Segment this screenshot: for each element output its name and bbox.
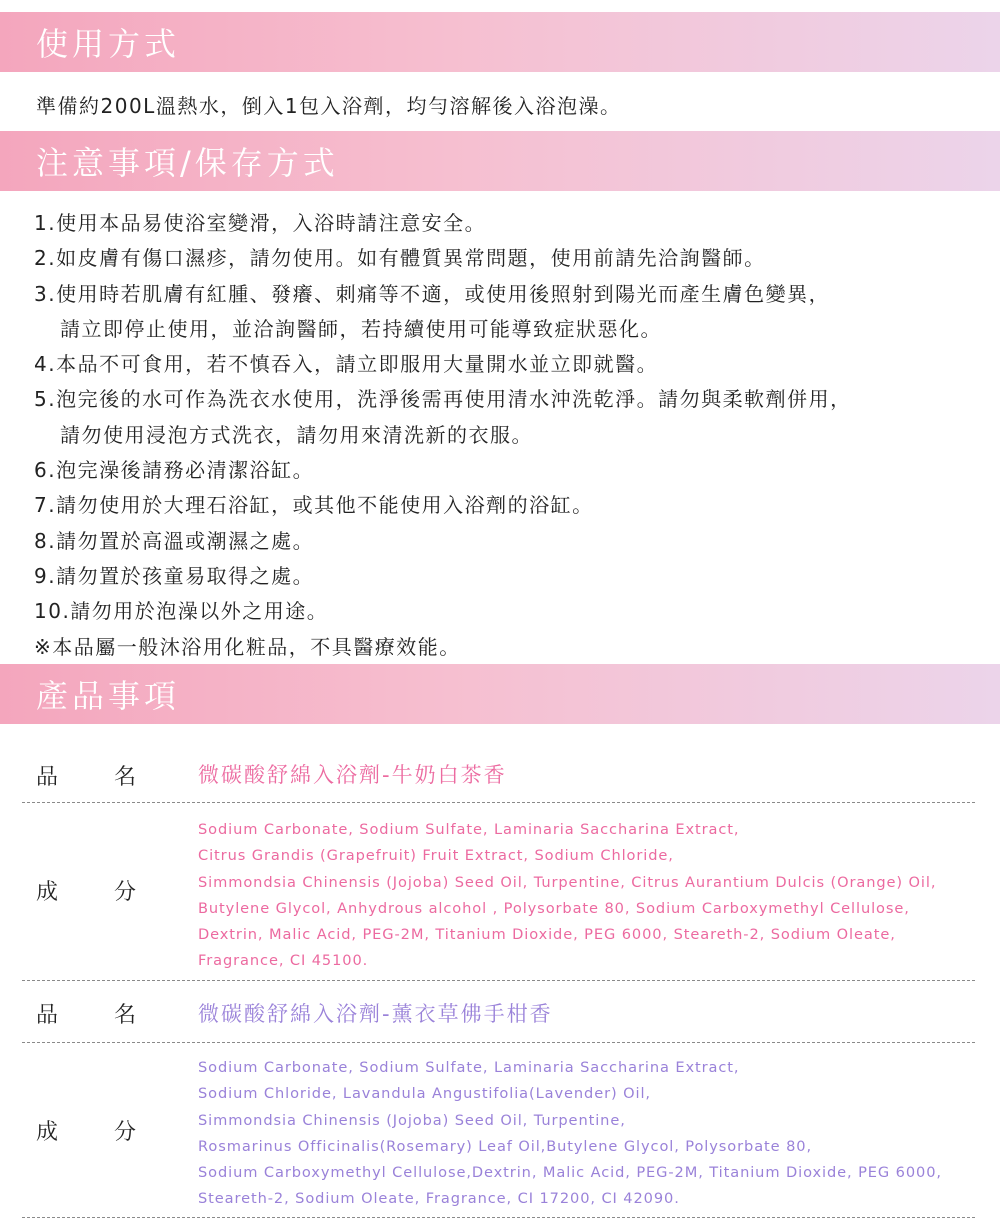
ingredients-label-char: 成	[36, 1120, 59, 1145]
divider	[22, 1042, 975, 1043]
divider	[22, 980, 975, 981]
notes-title: 注意事項/保存方式	[36, 144, 339, 182]
product-name-label-char: 品	[36, 765, 59, 790]
note-item-continued: 請立即停止使用，並洽詢醫師，若持續使用可能導致症狀惡化。	[60, 316, 662, 341]
product-2-name: 微碳酸舒綿入浴劑-薰衣草佛手柑香	[198, 1002, 553, 1026]
note-item: 6.泡完澡後請務必清潔浴缸。	[34, 458, 315, 483]
product-name-label-char: 名	[114, 765, 137, 790]
ingredient-line: Butylene Glycol, Anhydrous alcohol , Polysorbate 80, Sodium Carboxymethyl Cellulose,	[198, 899, 910, 917]
product-header-bar	[0, 664, 1000, 724]
usage-header-bar	[0, 12, 1000, 72]
notes-header-bar	[0, 131, 1000, 191]
note-item: 1.使用本品易使浴室變滑，入浴時請注意安全。	[34, 211, 487, 235]
note-item: 8.請勿置於高溫或潮濕之處。	[34, 528, 315, 553]
note-item: 10.請勿用於泡澡以外之用途。	[34, 599, 329, 624]
ingredient-line: Dextrin, Malic Acid, PEG-2M, Titanium Dioxide, PEG 6000, Steareth-2, Sodium Oleate,	[198, 926, 896, 944]
ingredient-line: Sodium Carbonate, Sodium Sulfate, Laminaria Saccharina Extract,	[198, 821, 740, 838]
note-item: 3.使用時若肌膚有紅腫、發癢、刺痛等不適，或使用後照射到陽光而產生膚色變異，	[34, 281, 831, 306]
ingredient-line: Rosmarinus Officinalis(Rosemary) Leaf Oil,Butylene Glycol, Polysorbate 80,	[198, 1137, 812, 1155]
ingredients-label-char: 分	[114, 880, 137, 905]
note-item: 4.本品不可食用，若不慎吞入，請立即服用大量開水並立即就醫。	[34, 352, 659, 377]
note-item: 9.請勿置於孩童易取得之處。	[34, 563, 315, 588]
note-item: 5.泡完後的水可作為洗衣水使用，洗淨後需再使用清水沖洗乾淨。請勿與柔軟劑併用，	[34, 387, 852, 412]
ingredient-line: Simmondsia Chinensis (Jojoba) Seed Oil, Turpentine,	[198, 1111, 626, 1129]
divider	[22, 802, 975, 803]
usage-text: 準備約200L溫熱水，倒入1包入浴劑，均勻溶解後入浴泡澡。	[36, 94, 622, 118]
product-title: 產品事項	[36, 677, 181, 715]
notes-list	[34, 206, 984, 665]
ingredient-line: Steareth-2, Sodium Oleate, Fragrance, CI 17200, CI 42090.	[198, 1190, 680, 1208]
product-name-label-char: 名	[114, 1003, 137, 1028]
product-name-label-char: 品	[36, 1003, 59, 1028]
ingredient-line: Fragrance, CI 45100.	[198, 952, 369, 970]
ingredients-label-char: 分	[114, 1120, 137, 1145]
note-item: 2.如皮膚有傷口濕疹，請勿使用。如有體質異常問題，使用前請先洽詢醫師。	[34, 246, 766, 271]
ingredient-line: Simmondsia Chinensis (Jojoba) Seed Oil, Turpentine, Citrus Aurantium Dulcis (Orange) Oil,	[198, 873, 937, 891]
note-item: 7.請勿使用於大理石浴缸，或其他不能使用入浴劑的浴缸。	[34, 493, 594, 518]
product-1-ingredients	[198, 817, 988, 975]
ingredient-line: Sodium Carbonate, Sodium Sulfate, Laminaria Saccharina Extract,	[198, 1059, 740, 1076]
divider	[22, 1217, 975, 1218]
ingredient-line: Citrus Grandis (Grapefruit) Fruit Extract, Sodium Chloride,	[198, 847, 674, 865]
ingredient-line: Sodium Chloride, Lavandula Angustifolia(Lavender) Oil,	[198, 1085, 651, 1103]
product-1-name: 微碳酸舒綿入浴劑-牛奶白茶香	[198, 763, 507, 787]
ingredient-line: Sodium Carboxymethyl Cellulose,Dextrin, Malic Acid, PEG-2M, Titanium Dioxide, PEG 6000,	[198, 1164, 942, 1182]
ingredients-label-char: 成	[36, 880, 59, 905]
usage-title: 使用方式	[36, 25, 181, 63]
product-2-ingredients	[198, 1055, 988, 1213]
note-item-continued: 請勿使用浸泡方式洗衣，請勿用來清洗新的衣服。	[60, 422, 533, 447]
note-disclaimer: ※本品屬一般沐浴用化粧品，不具醫療效能。	[34, 634, 461, 659]
